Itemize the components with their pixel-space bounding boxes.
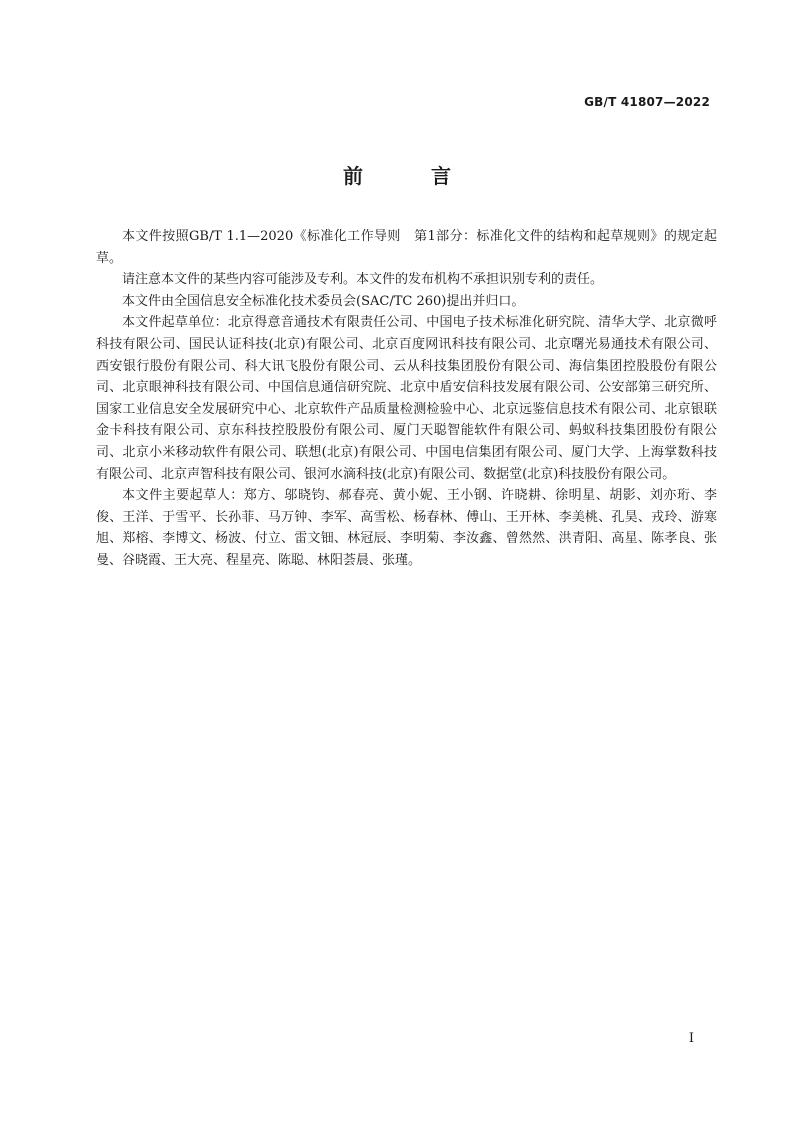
foreword-body [96, 226, 717, 572]
paragraph-drafting-rules: 本文件按照GB/T 1.1—2020《标准化工作导则 第1部分：标准化文件的结构和起草规则》的规定起草。 [96, 229, 717, 266]
page-number: I [688, 1031, 694, 1046]
section-title: 前 言 [343, 164, 475, 188]
document-code: GB/T 41807—2022 [584, 95, 710, 109]
paragraph-drafting-units: 本文件起草单位：北京得意音通技术有限责任公司、中国电子技术标准化研究院、清华大学、北京微呼科技有限公司、国民认证科技(北京)有限公司、北京百度网讯科技有限公司、北京曙光易通技术有限公司、西安银行股份有限公司、科大讯飞股份有限公司、云从科技集团股份有限公司、海信集团控股股份有限公司、北京眼神科技有限公司、中国信息通信研究院、北京中盾安信科技发展有限公司、公安部第三研究所、国家工业信息安全发展研究中心、北京软件产品质量检测检验中心、北京远鉴信息技术有限公司、北京银联金卡科技有限公司、京东科技控股股份有限公司、厦门天聪智能软件有限公司、蚂蚁科技集团股份有限公司、北京小米移动软件有限公司、联想(北京)有限公司、中国电信集团有限公司、厦门大学、上海掌数科技有限公司、北京声智科技有限公司、银河水滴科技(北京)有限公司、数据堂(北京)科技股份有限公司。 [96, 315, 717, 482]
paragraph-patent-notice: 请注意本文件的某些内容可能涉及专利。本文件的发布机构不承担识别专利的责任。 [122, 272, 604, 288]
paragraph-drafters: 本文件主要起草人：郑方、邬晓钧、郝春亮、黄小妮、王小钢、许晓耕、徐明星、胡影、刘亦珩、李俊、王洋、于雪平、长孙菲、马万钟、李军、高雪松、杨春林、傅山、王开林、李美桃、孔昊、戎玲、游寒旭、郑榕、李博文、杨波、付立、雷文钿、林冠辰、李明菊、李汝鑫、曾然然、洪青阳、高星、陈孝良、张曼、谷晓霞、王大亮、程星亮、陈聪、林阳荟晨、张瑾。 [96, 488, 717, 568]
paragraph-proposer: 本文件由全国信息安全标准化技术委员会(SAC/TC 260)提出并归口。 [122, 293, 525, 309]
